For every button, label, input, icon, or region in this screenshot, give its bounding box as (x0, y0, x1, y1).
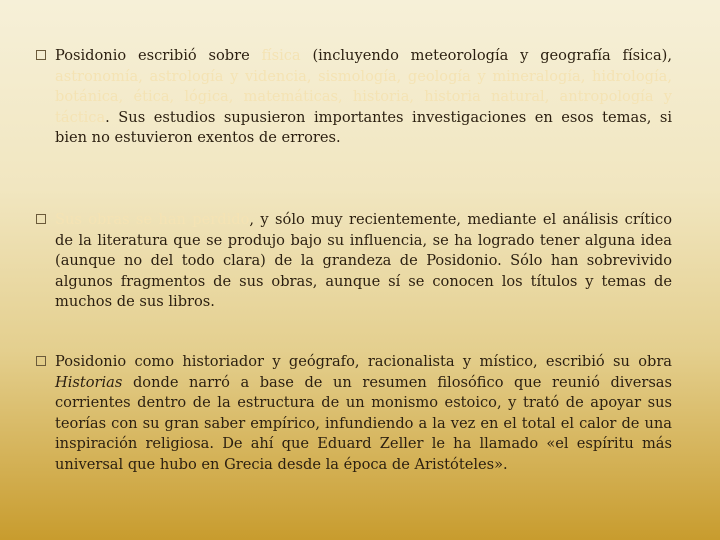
bullet-3-text (55, 352, 672, 475)
bullet-2 (36, 210, 672, 313)
bullet-text-run: Posidonio escribió sobre (55, 47, 262, 64)
bullet-text-run: (incluyendo meteorología y geografía física), (300, 47, 672, 64)
bullet-text-run: . Sus estudios supusieron importantes investigaciones en esos temas, si bien no estuvieron exentos de errores. (55, 108, 672, 146)
bullet-marker-icon (36, 356, 46, 366)
bullet-2-text (55, 210, 672, 313)
bullet-text-run-italic: Historias (55, 373, 123, 391)
bullet-text-run: Posidonio como historiador y geógrafo, racionalista y místico, escribió su obra (55, 353, 672, 370)
bullet-1-text (55, 46, 672, 149)
bullet-3 (36, 352, 672, 475)
bullet-marker-icon (36, 214, 46, 224)
bullet-text-run-highlight: astronomía, astrología y videncia, sismología, geología y mineralogía, hidrología, botánica, ética, lógica, matemáticas, historia, historia natural, antropología y táctica (55, 67, 672, 126)
bullet-text-run: , y sólo muy recientemente, mediante el análisis crítico de la literatura que se produjo bajo su influencia, se ha logrado tener alguna idea (aunque no del todo clara) de la grandeza de Posidonio. Sólo han sobrevivido algunos fragmentos de sus obras, aunque sí se conocen los títulos y temas de muchos de sus libros. (55, 211, 672, 310)
bullet-1 (36, 46, 672, 149)
bullet-marker-icon (36, 50, 46, 60)
bullet-text-run-highlight: Sus obras se han perdido (55, 211, 250, 228)
bullet-text-run: donde narró a base de un resumen filosófico que reunió diversas corrientes dentro de la estructura de un monismo estoico, y trató de apoyar sus teorías con su gran saber empírico, infundiendo a la vez en el total el calor de una inspiración religiosa. De ahí que Eduard Zeller le ha llamado «el espíritu más universal que hubo en Grecia desde la época de Aristóteles». (55, 373, 672, 473)
bullet-text-run-highlight: física (261, 47, 301, 64)
